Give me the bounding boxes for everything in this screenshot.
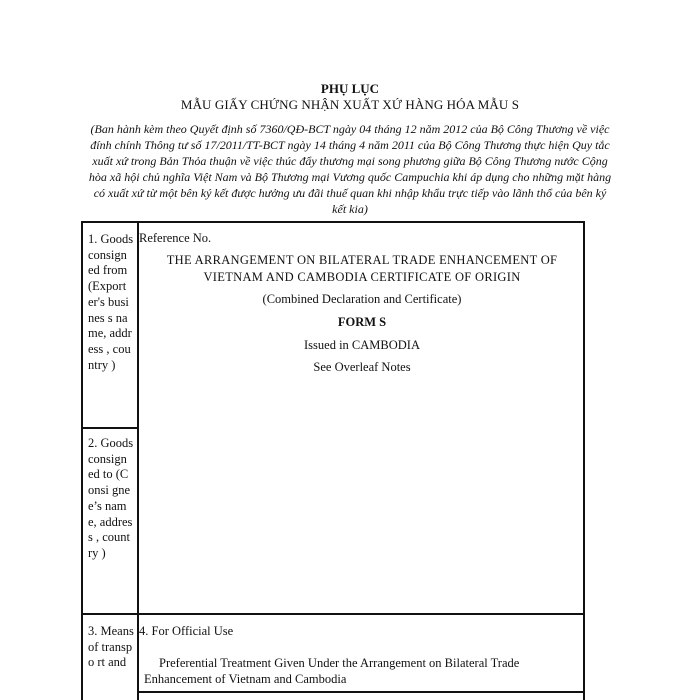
row-divider-1 bbox=[81, 427, 139, 429]
box3-transport: 3. Means of transpo rt and bbox=[88, 624, 134, 670]
reference-number-label: Reference No. bbox=[139, 231, 212, 245]
arrangement-title-line1: THE ARRANGEMENT ON BILATERAL TRADE ENHANCEMENT OF bbox=[166, 253, 558, 267]
intro-paragraph: (Ban hành kèm theo Quyết định số 7360/QĐ-BCT ngày 04 tháng 12 năm 2012 của Bộ Công Thương về việc đính chính Thông tư số 17/2011/TT-BCT ngày 14 tháng 4 năm 2011 của Bộ Công Thương thực hiện Quy tắc xuất xứ trong Bản Thỏa thuận về việc thúc đẩy thương mại song phương giữa Bộ Công Thương nước Cộng hòa xã hội chủ nghĩa Việt Nam và Bộ Thương mại Vương quốc Campuchia khi áp dụng cho những mặt hàng có xuất xứ từ một bên ký kết được hưởng ưu đãi thuế quan khi nhập khẩu trực tiếp vào lãnh thổ của bên ký kết kia) bbox=[88, 122, 612, 216]
overleaf-notes-label: See Overleaf Notes bbox=[313, 360, 411, 374]
combined-declaration: (Combined Declaration and Certificate) bbox=[262, 292, 462, 306]
form-subtitle: MẪU GIẤY CHỨNG NHẬN XUẤT XỨ HÀNG HÓA MẪU S bbox=[180, 97, 520, 112]
arrangement-title bbox=[140, 252, 584, 286]
form-s-label: FORM S bbox=[337, 315, 387, 329]
official-use-label: 4. For Official Use bbox=[139, 624, 234, 638]
issued-in-label: Issued in CAMBODIA bbox=[304, 338, 420, 352]
appendix-title: PHỤ LỤC bbox=[320, 81, 380, 96]
box2-consignee: 2. Goods consign ed to (Consi gnee’s name, address , country ) bbox=[88, 436, 134, 560]
row-divider-3 bbox=[137, 691, 585, 693]
arrangement-title-line2: VIETNAM AND CAMBODIA CERTIFICATE OF ORIGIN bbox=[203, 270, 521, 284]
preferential-treatment-text: Preferential Treatment Given Under the Arrangement on Bilateral Trade Enhancement of Vietnam and Cambodia bbox=[144, 656, 520, 686]
row-divider-2 bbox=[81, 613, 585, 615]
box1-consignor: 1. Goods consign ed from (Export er's busines s name, address , country ) bbox=[88, 232, 134, 372]
